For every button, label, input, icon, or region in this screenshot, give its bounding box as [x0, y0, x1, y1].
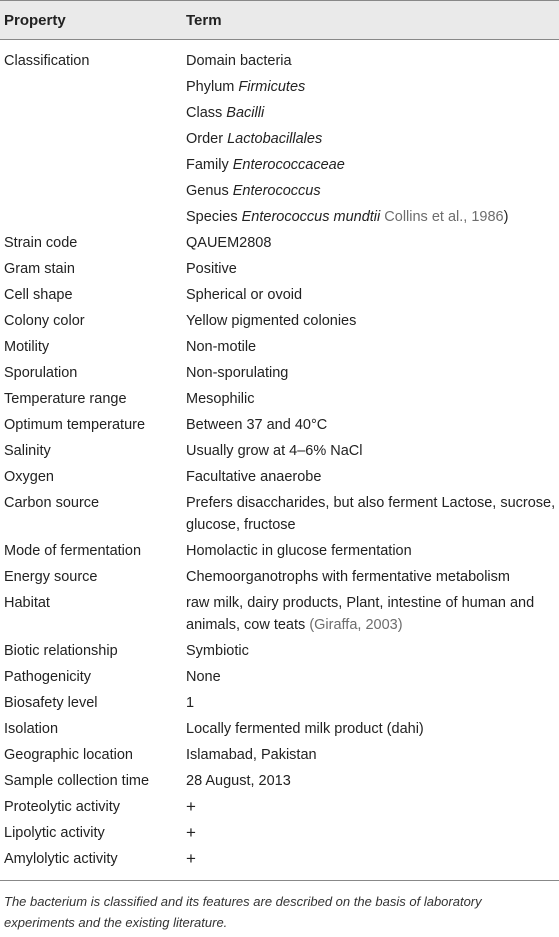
- property-cell: Mode of fermentation: [4, 543, 142, 559]
- term-cell: [182, 386, 559, 412]
- property-cell: Motility: [4, 339, 50, 355]
- table-row: [0, 794, 559, 820]
- term-text: QAUEM2808: [186, 235, 272, 251]
- term-text: Symbiotic: [186, 643, 249, 659]
- term-cell: [182, 360, 559, 386]
- table-row: [0, 742, 559, 768]
- property-cell: Proteolytic activity: [4, 799, 121, 815]
- table-row: [0, 716, 559, 742]
- table-row: [0, 464, 559, 490]
- table-row: [0, 40, 559, 231]
- property-cell: Salinity: [4, 443, 51, 459]
- property-cell: Isolation: [4, 721, 59, 737]
- property-cell: Colony color: [4, 313, 85, 329]
- classification-line: Genus Enterococcus: [186, 183, 321, 199]
- term-text: Non-sporulating: [186, 365, 289, 381]
- citation-link[interactable]: (Giraffa, 2003): [309, 617, 403, 633]
- term-text: Positive: [186, 261, 237, 277]
- property-cell: Strain code: [4, 235, 78, 251]
- property-cell: Sample collection time: [4, 773, 150, 789]
- term-text: Usually grow at 4–6% NaCl: [186, 443, 363, 459]
- term-cell: [182, 538, 559, 564]
- property-cell: Gram stain: [4, 261, 75, 277]
- property-cell: Amylolytic activity: [4, 851, 118, 867]
- term-text: Chemoorganotrophs with fermentative metabolism: [186, 569, 510, 585]
- property-cell: Sporulation: [4, 365, 78, 381]
- term-text: Locally fermented milk product (dahi): [186, 721, 424, 737]
- table-row: [0, 564, 559, 590]
- term-cell: [182, 742, 559, 768]
- header-property: Property: [0, 1, 182, 40]
- term-cell: [182, 768, 559, 794]
- term-cell: [182, 230, 559, 256]
- table-row: [0, 846, 559, 880]
- property-cell: Cell shape: [4, 287, 73, 303]
- term-cell: [182, 794, 559, 820]
- term-cell: [182, 564, 559, 590]
- term-text: None: [186, 669, 221, 685]
- term-cell: [182, 282, 559, 308]
- term-cell: [182, 638, 559, 664]
- table-row: [0, 256, 559, 282]
- property-cell: Biotic relationship: [4, 643, 118, 659]
- term-cell: [182, 664, 559, 690]
- property-cell: Pathogenicity: [4, 669, 92, 685]
- property-cell: Temperature range: [4, 391, 127, 407]
- property-cell: Biosafety level: [4, 695, 98, 711]
- term-text: Homolactic in glucose fermentation: [186, 543, 412, 559]
- classification-line: Family Enterococcaceae: [186, 157, 345, 173]
- classification-line: Species Enterococcus mundtii Collins et al., 1986): [186, 209, 509, 225]
- table-row: [0, 230, 559, 256]
- table-row: [0, 282, 559, 308]
- table-row: [0, 360, 559, 386]
- term-text: Islamabad, Pakistan: [186, 747, 317, 763]
- table-row: [0, 768, 559, 794]
- term-cell: [182, 490, 559, 538]
- property-cell: Energy source: [4, 569, 98, 585]
- term-text: Facultative anaerobe: [186, 469, 322, 485]
- property-cell: Habitat: [4, 595, 50, 611]
- table-row: [0, 490, 559, 538]
- term-cell: [182, 438, 559, 464]
- classification-cell: [182, 40, 559, 231]
- property-cell: Carbon source: [4, 495, 100, 511]
- term-cell: [182, 256, 559, 282]
- table-row: [0, 638, 559, 664]
- term-cell: [182, 690, 559, 716]
- table-row: [0, 690, 559, 716]
- term-cell: [182, 334, 559, 360]
- term-text: Between 37 and 40°C: [186, 417, 328, 433]
- classification-line: Domain bacteria: [186, 53, 292, 69]
- table-row: [0, 590, 559, 638]
- citation-link[interactable]: Collins et al., 1986: [380, 209, 504, 225]
- property-cell: Classification: [4, 53, 90, 69]
- table-row: [0, 538, 559, 564]
- term-text: 1: [186, 695, 195, 711]
- classification-line: Phylum Firmicutes: [186, 79, 306, 95]
- term-text: Yellow pigmented colonies: [186, 313, 357, 329]
- term-cell: [182, 846, 559, 880]
- table-footnote: The bacterium is classified and its features are described on the basis of laboratory experiments and the existing literature.: [0, 880, 559, 933]
- term-text: +: [186, 823, 196, 842]
- table-row: [0, 308, 559, 334]
- classification-line: Class Bacilli: [186, 105, 265, 121]
- classification-line: Order Lactobacillales: [186, 131, 323, 147]
- table-row: [0, 664, 559, 690]
- term-cell: [182, 464, 559, 490]
- term-cell: [182, 412, 559, 438]
- term-cell: [182, 308, 559, 334]
- table-row: [0, 820, 559, 846]
- property-cell: Optimum temperature: [4, 417, 146, 433]
- term-text: raw milk, dairy products, Plant, intestine of human and animals, cow teats: [186, 595, 535, 633]
- table-row: [0, 412, 559, 438]
- table-row: [0, 334, 559, 360]
- term-text: +: [186, 797, 196, 816]
- term-cell: [182, 820, 559, 846]
- term-text: 28 August, 2013: [186, 773, 291, 789]
- term-cell: [182, 716, 559, 742]
- property-cell: Geographic location: [4, 747, 133, 763]
- term-text: Non-motile: [186, 339, 257, 355]
- header-term: Term: [182, 1, 559, 40]
- table-row: [0, 438, 559, 464]
- table-header-row: [0, 1, 559, 40]
- property-cell: Lipolytic activity: [4, 825, 105, 841]
- term-text: Spherical or ovoid: [186, 287, 303, 303]
- property-cell: Oxygen: [4, 469, 54, 485]
- table-row: [0, 386, 559, 412]
- term-cell: [182, 590, 559, 638]
- term-text: Prefers disaccharides, but also ferment Lactose, sucrose, glucose, fructose: [186, 495, 556, 533]
- term-text: +: [186, 849, 196, 868]
- term-text: Mesophilic: [186, 391, 255, 407]
